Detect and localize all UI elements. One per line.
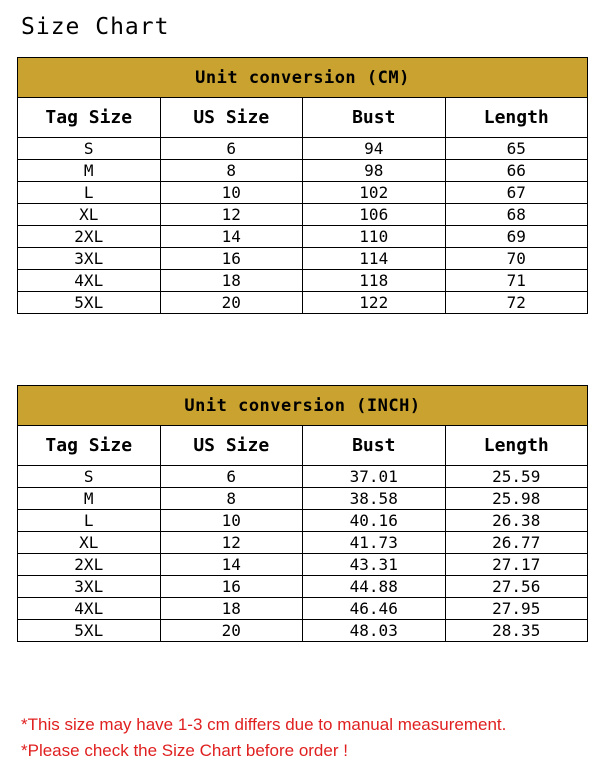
table-cell: 2XL	[18, 554, 161, 576]
table-cell: 41.73	[303, 532, 446, 554]
table-heading: Unit conversion (INCH)	[18, 386, 588, 426]
table-row	[18, 488, 588, 510]
table-cell: 37.01	[303, 466, 446, 488]
table-row	[18, 270, 588, 292]
table-cell: 69	[445, 226, 588, 248]
table-cell: M	[18, 160, 161, 182]
table-cell: 26.77	[445, 532, 588, 554]
table-cell: 122	[303, 292, 446, 314]
table-cell: 8	[160, 488, 303, 510]
table-cell: XL	[18, 204, 161, 226]
table-cell: 20	[160, 292, 303, 314]
table-cell: L	[18, 182, 161, 204]
table-body	[18, 138, 588, 314]
table-cell: 2XL	[18, 226, 161, 248]
table-row	[18, 510, 588, 532]
size-table-cm	[17, 57, 588, 314]
table-cell: 27.17	[445, 554, 588, 576]
table-cell: 38.58	[303, 488, 446, 510]
table-row	[18, 620, 588, 642]
note-check-chart: *Please check the Size Chart before order !	[21, 741, 348, 760]
column-header-bust: Bust	[303, 98, 446, 138]
table-cell: 25.59	[445, 466, 588, 488]
table-cell: 65	[445, 138, 588, 160]
table-cell: S	[18, 138, 161, 160]
table-row	[18, 160, 588, 182]
table-cell: 98	[303, 160, 446, 182]
table-cell: 44.88	[303, 576, 446, 598]
column-header-bust: Bust	[303, 426, 446, 466]
table-heading: Unit conversion (CM)	[18, 58, 588, 98]
table-cell: M	[18, 488, 161, 510]
table-cell: 102	[303, 182, 446, 204]
table-cell: 67	[445, 182, 588, 204]
table-cell: 16	[160, 576, 303, 598]
table-cell: L	[18, 510, 161, 532]
table-cell: 110	[303, 226, 446, 248]
table-cell: 40.16	[303, 510, 446, 532]
column-header-length: Length	[445, 98, 588, 138]
table-cell: 71	[445, 270, 588, 292]
table-cell: 18	[160, 270, 303, 292]
table-cell: 20	[160, 620, 303, 642]
table-row	[18, 576, 588, 598]
table-cell: 18	[160, 598, 303, 620]
table-row	[18, 138, 588, 160]
table-cell: 5XL	[18, 620, 161, 642]
table-cell: 114	[303, 248, 446, 270]
column-header-us-size: US Size	[160, 426, 303, 466]
column-header-length: Length	[445, 426, 588, 466]
table-cell: 6	[160, 466, 303, 488]
table-cell: 28.35	[445, 620, 588, 642]
table-cell: 27.56	[445, 576, 588, 598]
table-row	[18, 226, 588, 248]
table-cell: 48.03	[303, 620, 446, 642]
table-cell: 14	[160, 554, 303, 576]
table-cell: 106	[303, 204, 446, 226]
table-row	[18, 532, 588, 554]
table-cell: 26.38	[445, 510, 588, 532]
table-cell: 3XL	[18, 576, 161, 598]
table-row	[18, 554, 588, 576]
table-cell: 25.98	[445, 488, 588, 510]
table-cell: 46.46	[303, 598, 446, 620]
table-row	[18, 204, 588, 226]
table-cell: 66	[445, 160, 588, 182]
table-cell: 3XL	[18, 248, 161, 270]
table-cell: 27.95	[445, 598, 588, 620]
table-cell: 4XL	[18, 598, 161, 620]
table-cell: 8	[160, 160, 303, 182]
table-row	[18, 466, 588, 488]
table-cell: 70	[445, 248, 588, 270]
table-row	[18, 598, 588, 620]
table-row	[18, 182, 588, 204]
table-cell: 16	[160, 248, 303, 270]
column-header-us-size: US Size	[160, 98, 303, 138]
table-row	[18, 248, 588, 270]
table-cell: 12	[160, 532, 303, 554]
table-cell: 10	[160, 182, 303, 204]
table-body	[18, 466, 588, 642]
table-cell: 10	[160, 510, 303, 532]
column-header-tag-size: Tag Size	[18, 98, 161, 138]
size-table-inch	[17, 385, 588, 642]
table-cell: 12	[160, 204, 303, 226]
table-cell: 72	[445, 292, 588, 314]
column-header-tag-size: Tag Size	[18, 426, 161, 466]
table-cell: 68	[445, 204, 588, 226]
note-measurement: *This size may have 1-3 cm differs due to manual measurement.	[21, 715, 507, 734]
table-cell: 14	[160, 226, 303, 248]
table-cell: XL	[18, 532, 161, 554]
table-cell: 118	[303, 270, 446, 292]
table-cell: 5XL	[18, 292, 161, 314]
table-row	[18, 292, 588, 314]
table-cell: 4XL	[18, 270, 161, 292]
page-title: Size Chart	[21, 14, 170, 40]
table-cell: 94	[303, 138, 446, 160]
table-cell: S	[18, 466, 161, 488]
table-cell: 43.31	[303, 554, 446, 576]
table-cell: 6	[160, 138, 303, 160]
